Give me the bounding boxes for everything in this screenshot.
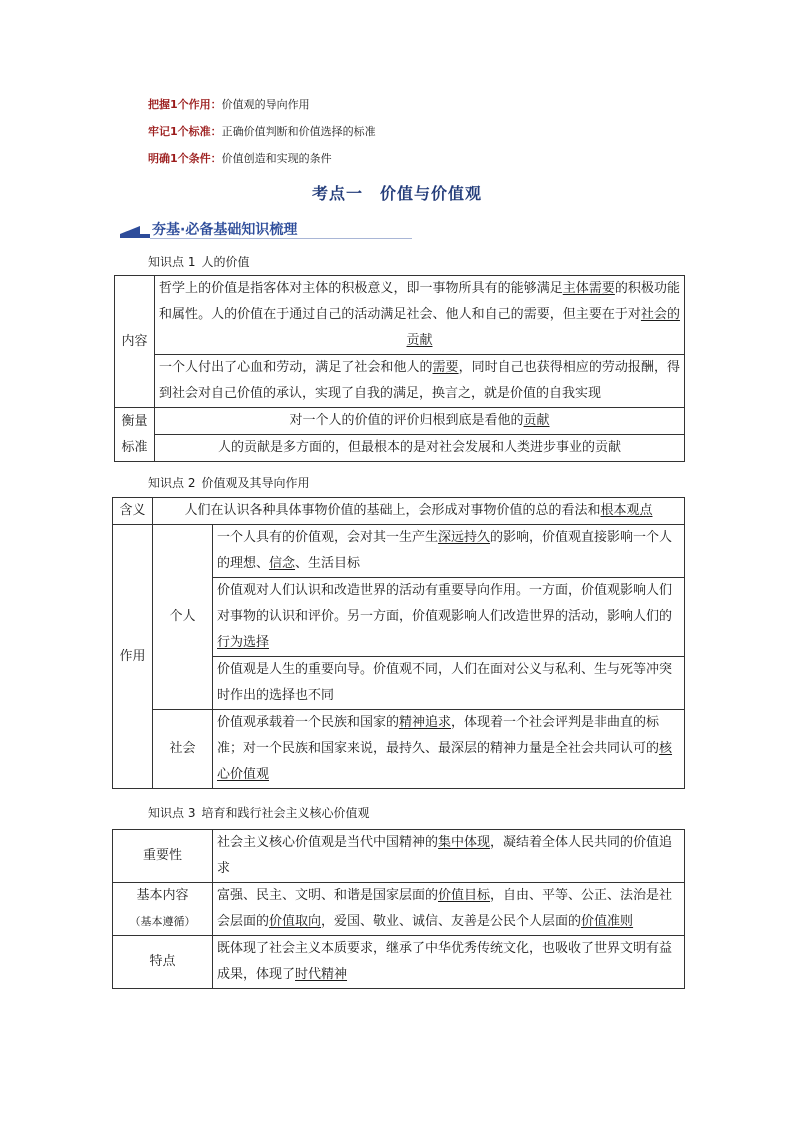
table-row [113, 710, 685, 789]
text: 富强、民主、文明、和谐是国家层面的 [217, 888, 439, 903]
text: 既体现了社会主义本质要求，继承了中华优秀传统文化，也吸收了世界文明有益成果，体现了 [217, 941, 673, 982]
blank-answer: 主体需要 [562, 281, 615, 296]
text: 社会主义核心价值观是当代中国精神的 [217, 835, 439, 850]
table-row [115, 276, 685, 355]
kp3-basic-subtitle: （基本遵循） [129, 915, 196, 928]
table-row [113, 936, 685, 989]
table-row [115, 408, 685, 435]
kp2-effect-header: 作用 [113, 525, 153, 789]
text: 的积极功能和属性。人的价值在于通过自己的活动满足社会、他人和自己的需要，但主要在于对 [159, 281, 680, 322]
goal-label: 牢记1个标准： [148, 125, 222, 138]
kp3-basic-header [113, 883, 213, 936]
kp3-importance-header: 重要性 [113, 830, 213, 883]
blank-answer: 深远持久 [438, 530, 491, 545]
blank-answer: 核心价值观 [217, 741, 673, 782]
table-row [113, 883, 685, 936]
text: 哲学上的价值是指客体对主体的积极意义，即一事物所具有的能够满足 [159, 281, 563, 296]
blank-answer: 行为选择 [217, 635, 270, 650]
table-row [113, 830, 685, 883]
kp3-table [112, 829, 685, 989]
goal-3 [148, 152, 332, 166]
banner-underline [150, 238, 412, 239]
kp1-heading [148, 253, 249, 270]
text: 的影响，价值观直接影响一个人的理想、 [217, 530, 673, 571]
kp1-content-header: 内容 [115, 276, 155, 408]
kp2-personal-cell-1 [213, 525, 685, 578]
kp1-table [114, 275, 685, 462]
goal-text: 正确价值判断和价值选择的标准 [221, 125, 376, 138]
kp3-label: 知识点 3 [148, 806, 196, 820]
kp3-title: 培育和践行社会主义核心价值观 [201, 806, 370, 820]
goal-1 [148, 98, 310, 112]
text: 、生活目标 [295, 556, 361, 571]
text: ，爱国、敬业、诚信、友善是公民个人层面的 [321, 914, 582, 929]
table-row [113, 498, 685, 525]
kp1-label: 知识点 1 [148, 255, 196, 269]
text: 一个人付出了心血和劳动，满足了社会和他人的 [159, 360, 433, 375]
blank-answer: 贡献 [523, 413, 550, 428]
text: 价值观承载着一个民族和国家的 [217, 715, 400, 730]
blank-answer: 价值准则 [581, 914, 634, 929]
kp2-society-cell [213, 710, 685, 789]
blank-answer: 时代精神 [295, 967, 348, 982]
blank-answer: 社会的贡献 [406, 307, 680, 348]
kp2-society-header: 社会 [153, 710, 213, 789]
kp1-content-cell-1 [155, 276, 685, 355]
banner-triangle-icon [120, 226, 140, 234]
blank-answer: 根本观点 [600, 503, 653, 518]
section-banner [120, 218, 412, 242]
blank-answer: 信念 [269, 556, 296, 571]
text: ，自由、平等、公正、法治是社会层面的 [217, 888, 673, 929]
blank-answer: 精神追求 [399, 715, 452, 730]
goal-2 [148, 125, 376, 139]
text: 人们在认识各种具体事物价值的基础上，会形成对事物价值的总的看法和 [184, 503, 601, 518]
blank-answer: 价值取向 [269, 914, 322, 929]
blank-answer: 需要 [432, 360, 459, 375]
goal-text: 价值创造和实现的条件 [221, 152, 332, 165]
blank-answer: 价值目标 [438, 888, 491, 903]
text: ，同时自己也获得相应的劳动报酬，得到社会对自己价值的承认，实现了自我的满足，换言之，就是价值的自我实现 [159, 360, 680, 401]
goal-label: 明确1个条件： [148, 152, 222, 165]
blank-answer: 集中体现 [438, 835, 491, 850]
kp2-label: 知识点 2 [148, 476, 196, 490]
kp1-standard-cell-2: 人的贡献是多方面的，但最根本的是对社会发展和人类进步事业的贡献 [155, 435, 685, 462]
kp2-heading [148, 474, 309, 491]
table-row [113, 525, 685, 578]
kp1-standard-header: 衡量标准 [115, 408, 155, 462]
kp2-personal-cell-3: 价值观是人生的重要向导。价值观不同，人们在面对公义与私利、生与死等冲突时作出的选择也不同 [213, 657, 685, 710]
kp2-def-header: 含义 [113, 498, 153, 525]
kp3-feature-header: 特点 [113, 936, 213, 989]
kp1-content-cell-2 [155, 355, 685, 408]
text: 对一个人的价值的评价归根到底是看他的 [289, 413, 524, 428]
table-row [115, 355, 685, 408]
kp3-basic-cell [213, 883, 685, 936]
text: 价值观对人们认识和改造世界的活动有重要导向作用。一方面，价值观影响人们对事物的认识和评价。另一方面，价值观影响人们改造世界的活动，影响人们的 [217, 583, 673, 624]
text: ，凝结着全体人民共同的价值追求 [217, 835, 673, 876]
kp2-personal-cell-2 [213, 578, 685, 657]
text: ，体现着一个社会评判是非曲直的标准；对一个民族和国家来说，最持久、最深层的精神力量是全社会共同认可的 [217, 715, 660, 756]
kp1-standard-cell-1 [155, 408, 685, 435]
kp2-def-cell [153, 498, 685, 525]
kp1-title: 人的价值 [201, 255, 250, 269]
text: 一个人具有的价值观，会对其一生产生 [217, 530, 439, 545]
goal-text: 价值观的导向作用 [221, 98, 310, 111]
kp3-importance-cell [213, 830, 685, 883]
section-banner-text: 夯基·必备基础知识梳理 [152, 222, 298, 238]
kp3-basic-title: 基本内容 [136, 888, 189, 903]
kp2-table [112, 497, 685, 789]
table-row [115, 435, 685, 462]
kp2-title: 价值观及其导向作用 [201, 476, 310, 490]
kp3-heading [148, 804, 369, 821]
kp3-feature-cell [213, 936, 685, 989]
banner-bar [120, 234, 150, 238]
goal-label: 把握1个作用： [148, 98, 222, 111]
page-title: 考点一 价值与价值观 [311, 184, 482, 203]
kp2-personal-header: 个人 [153, 525, 213, 710]
